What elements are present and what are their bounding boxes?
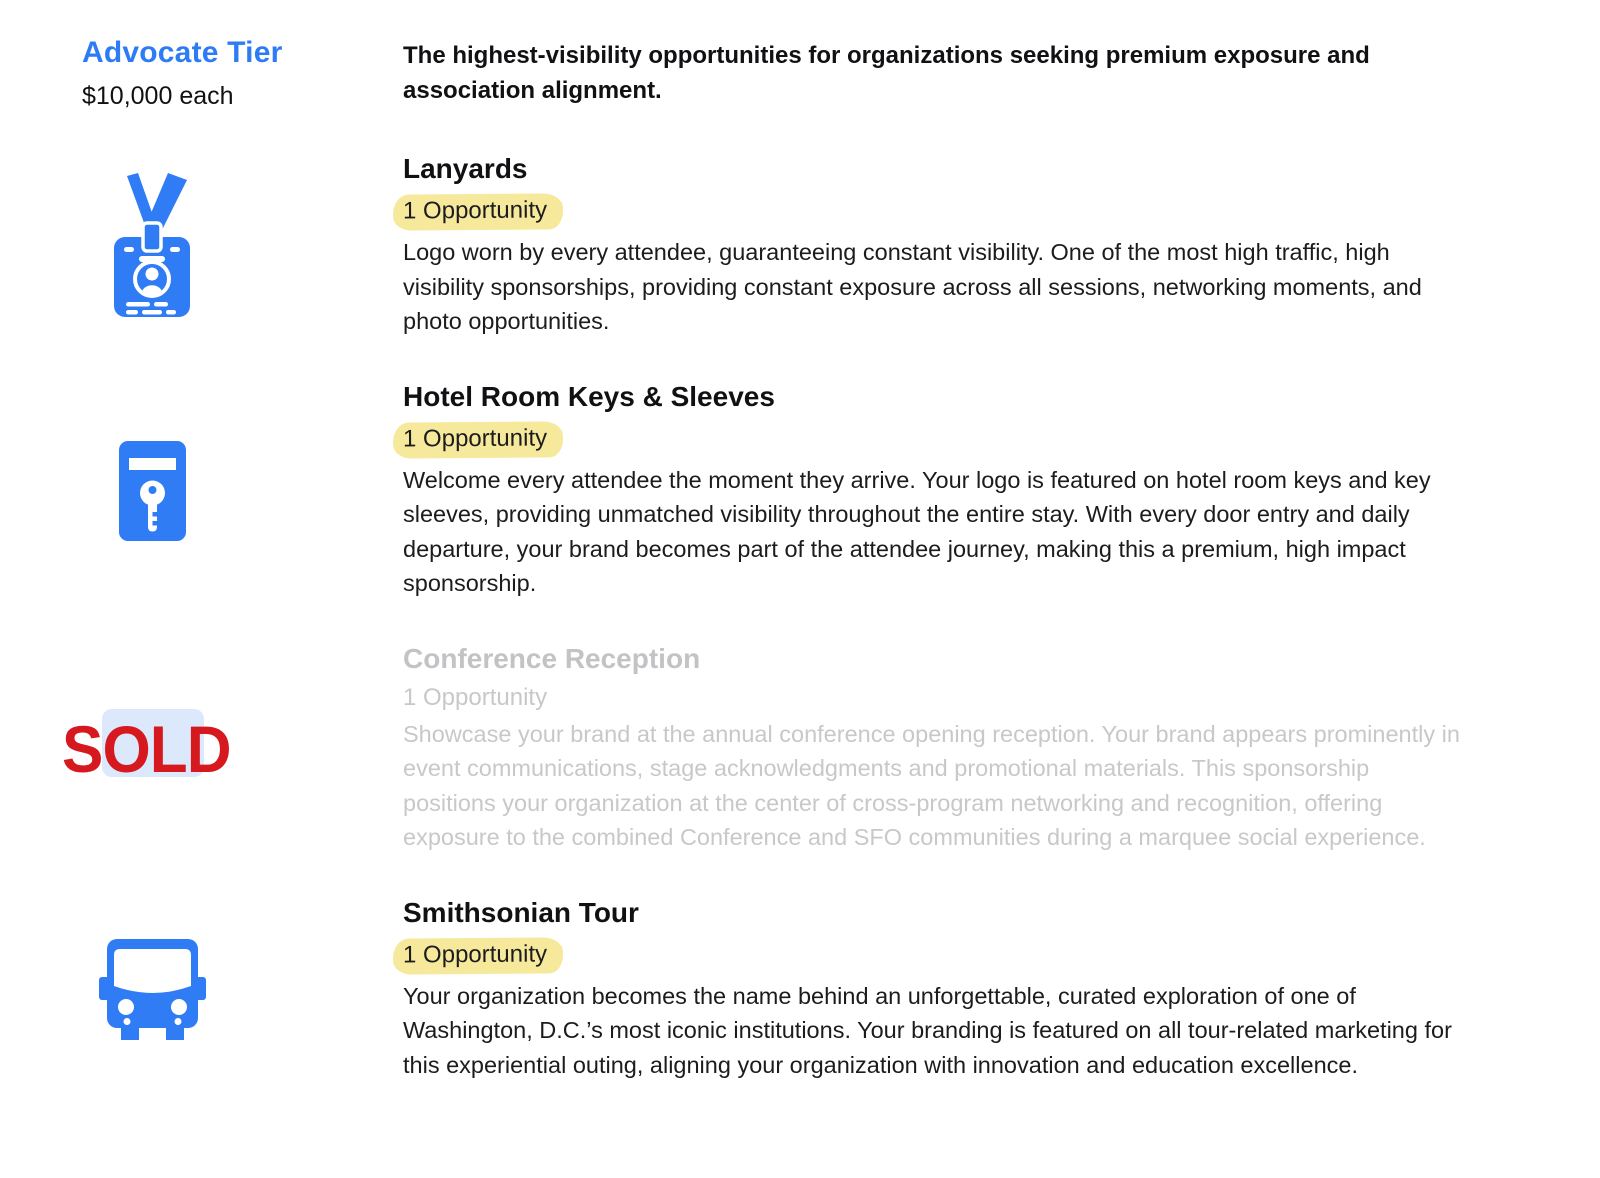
availability [403, 422, 1468, 458]
availability-highlight: 1 Opportunity [393, 937, 563, 974]
tier-header [0, 36, 403, 111]
section-title: Conference Reception [403, 642, 701, 674]
availability-highlight: 1 Opportunity [393, 193, 563, 230]
tier-price: $10,000 each [82, 82, 234, 110]
section-description: Logo worn by every attendee, guaranteeing constant visibility. One of the most high traffic, high visibility sponsorships, providing constant exposure across all sessions, networking moments, and photo opportunities. [403, 239, 1422, 334]
section-smithsonian-tour [0, 897, 1600, 1083]
section-title: Smithsonian Tour [403, 896, 639, 928]
section-lanyards [0, 153, 1600, 339]
section-description: Your organization becomes the name behind an unforgettable, curated exploration of one of Washington, D.C.’s most iconic institutions. Your branding is featured on all tour-related marketing for this experiential outing, aligning your organization with innovation and education excellence. [403, 982, 1452, 1078]
sold-stamp [62, 711, 241, 786]
lanyard-badge-icon [112, 173, 192, 319]
section-hotel-keys [0, 381, 1600, 601]
section-description: Showcase your brand at the annual conference opening reception. Your brand appears prominently in event communications, stage acknowledgments and promotional materials. This sponsorship positions your organization at the center of cross-program networking and recognition, offering exposure to the combined Conference and SFO communities during a marquee social experience. [403, 720, 1460, 850]
section-title: Lanyards [403, 153, 528, 184]
hotel-key-card-icon [119, 441, 186, 541]
tour-bus-icon [99, 939, 206, 1040]
section-title: Hotel Room Keys & Sleeves [403, 380, 775, 412]
availability [403, 194, 1468, 230]
availability: 1 Opportunity [403, 683, 548, 711]
section-description: Welcome every attendee the moment they arrive. Your logo is featured on hotel room keys and key sleeves, providing unmatched visibility throughout the entire stay. With every door entry and daily departure, your brand becomes part of the attendee journey, making this a premium, high impact sponsorship. [403, 466, 1431, 596]
tier-description: The highest-visibility opportunities for organizations seeking premium exposure and association alignment. [403, 42, 1370, 104]
availability-highlight: 1 Opportunity [393, 421, 563, 458]
tier-name: Advocate Tier [82, 36, 283, 69]
availability [403, 938, 1468, 974]
sold-label: SOLD [62, 711, 231, 786]
section-conference-reception [0, 643, 1600, 855]
tier-header-row [0, 36, 1600, 111]
